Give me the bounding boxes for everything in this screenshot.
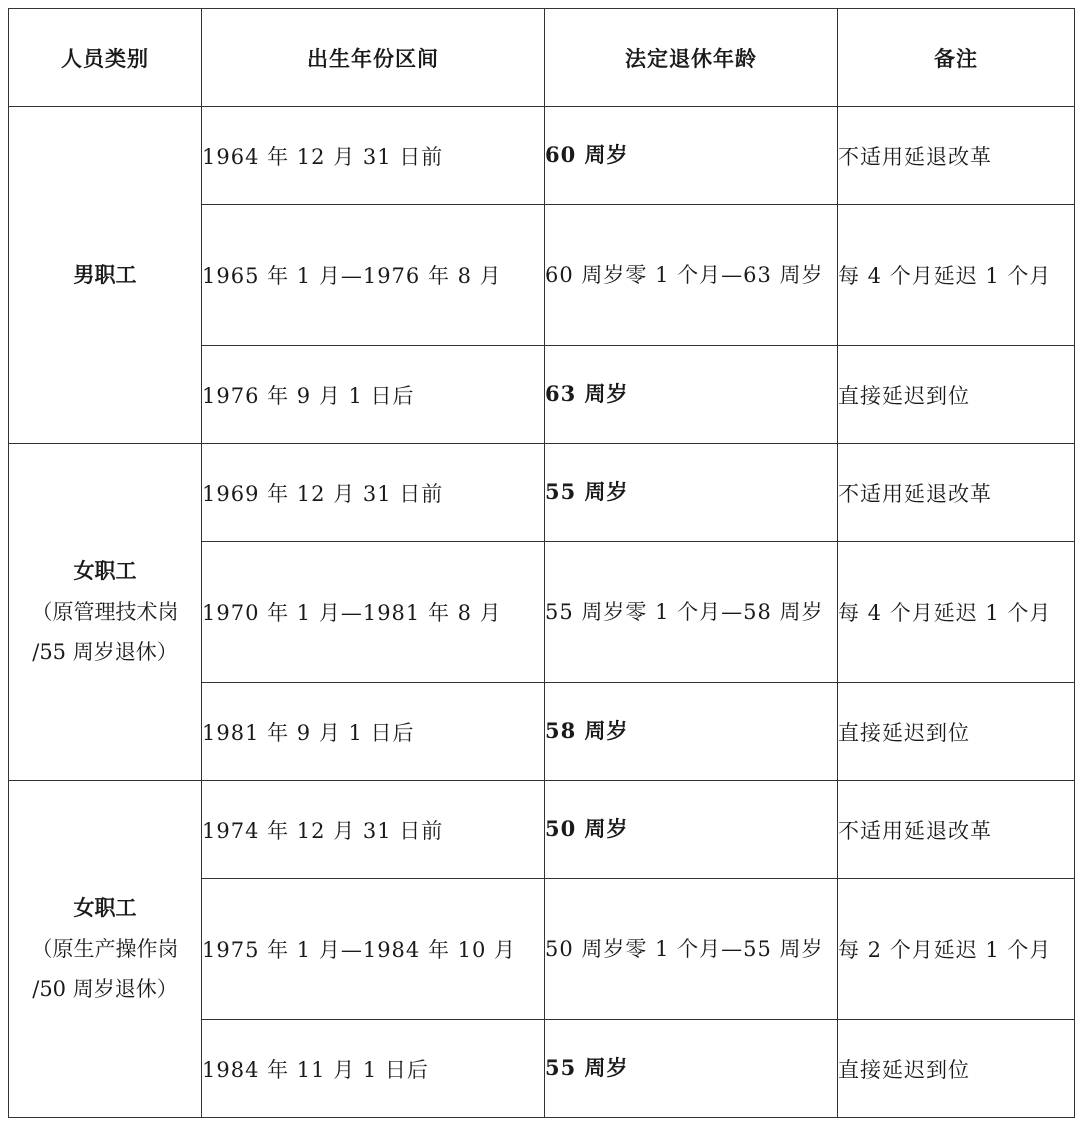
retirement-age-cell: 58 周岁 <box>545 683 838 781</box>
birth-period-cell: 1975 年 1 月—1984 年 10 月 <box>202 879 545 1020</box>
table-row <box>9 444 1075 542</box>
retirement-age-table <box>8 8 1075 1118</box>
remark-cell: 不适用延退改革 <box>838 444 1075 542</box>
retirement-age-cell: 60 周岁 <box>545 107 838 205</box>
table-row <box>9 107 1075 205</box>
table-row <box>9 781 1075 879</box>
remark-cell: 每 2 个月延迟 1 个月 <box>838 879 1075 1020</box>
remark-cell: 直接延迟到位 <box>838 1020 1075 1118</box>
retirement-age-cell: 60 周岁零 1 个月—63 周岁 <box>545 205 838 346</box>
category-note: （原生产操作岗 /50 周岁退休） <box>31 936 179 1002</box>
category-note: （原管理技术岗 /55 周岁退休） <box>31 599 179 665</box>
remark-cell: 直接延迟到位 <box>838 683 1075 781</box>
remark-cell: 不适用延退改革 <box>838 107 1075 205</box>
retirement-age-cell: 55 周岁 <box>545 444 838 542</box>
retirement-age-cell: 50 周岁 <box>545 781 838 879</box>
birth-period-cell: 1965 年 1 月—1976 年 8 月 <box>202 205 545 346</box>
category-cell-male <box>9 107 202 444</box>
birth-period-cell: 1974 年 12 月 31 日前 <box>202 781 545 879</box>
category-name: 女职工 <box>73 894 137 920</box>
retirement-age-cell: 55 周岁 <box>545 1020 838 1118</box>
category-cell-female-production <box>9 781 202 1118</box>
remark-cell: 不适用延退改革 <box>838 781 1075 879</box>
header-category: 人员类别 <box>9 9 202 107</box>
retirement-age-cell: 63 周岁 <box>545 346 838 444</box>
birth-period-cell: 1970 年 1 月—1981 年 8 月 <box>202 542 545 683</box>
header-birth-period: 出生年份区间 <box>202 9 545 107</box>
birth-period-cell: 1976 年 9 月 1 日后 <box>202 346 545 444</box>
remark-cell: 每 4 个月延迟 1 个月 <box>838 542 1075 683</box>
category-name: 女职工 <box>73 557 137 583</box>
birth-period-cell: 1984 年 11 月 1 日后 <box>202 1020 545 1118</box>
category-cell-female-management <box>9 444 202 781</box>
retirement-age-cell: 55 周岁零 1 个月—58 周岁 <box>545 542 838 683</box>
remark-cell: 直接延迟到位 <box>838 346 1075 444</box>
table-header-row <box>9 9 1075 107</box>
birth-period-cell: 1964 年 12 月 31 日前 <box>202 107 545 205</box>
birth-period-cell: 1969 年 12 月 31 日前 <box>202 444 545 542</box>
header-remark: 备注 <box>838 9 1075 107</box>
category-name: 男职工 <box>73 261 137 287</box>
retirement-age-cell: 50 周岁零 1 个月—55 周岁 <box>545 879 838 1020</box>
header-retirement-age: 法定退休年龄 <box>545 9 838 107</box>
birth-period-cell: 1981 年 9 月 1 日后 <box>202 683 545 781</box>
remark-cell: 每 4 个月延迟 1 个月 <box>838 205 1075 346</box>
